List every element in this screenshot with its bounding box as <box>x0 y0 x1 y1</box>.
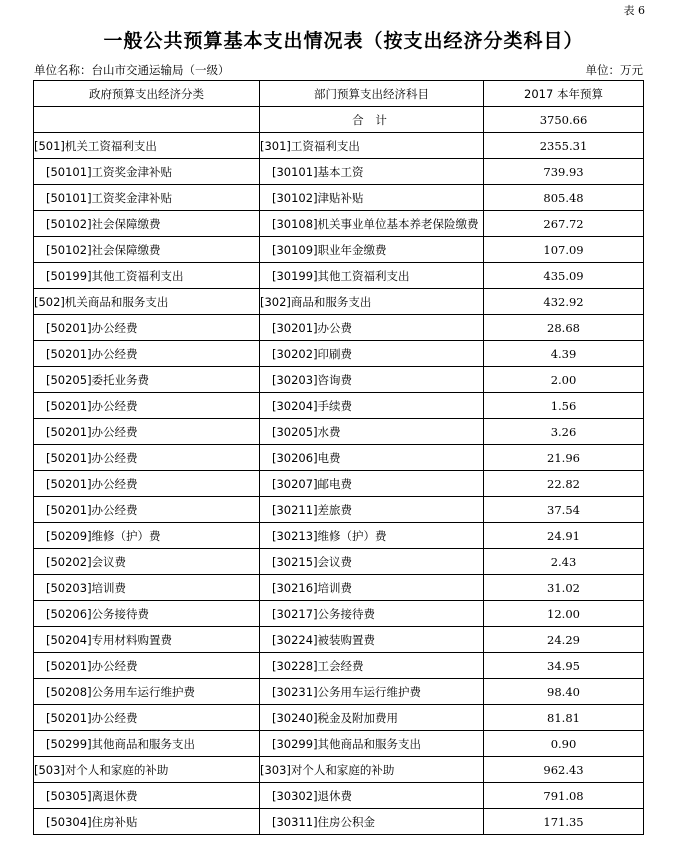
table-row <box>34 549 644 575</box>
budget-amount-cell: 171.35 <box>484 809 644 835</box>
budget-amount-cell: 2355.31 <box>484 133 644 159</box>
budget-amount-cell: 37.54 <box>484 497 644 523</box>
header-dept-classification: 部门预算支出经济科目 <box>260 81 484 107</box>
table-number: 表 6 <box>623 4 645 17</box>
budget-amount-cell: 81.81 <box>484 705 644 731</box>
table-row <box>34 211 644 237</box>
table-row <box>34 731 644 757</box>
gov-class-cell: [50102]社会保障缴费 <box>34 211 260 237</box>
gov-class-cell: [50199]其他工资福利支出 <box>34 263 260 289</box>
gov-class-cell: [501]机关工资福利支出 <box>34 133 260 159</box>
gov-class-cell: [50201]办公经费 <box>34 419 260 445</box>
budget-amount-cell: 2.00 <box>484 367 644 393</box>
table-row <box>34 471 644 497</box>
budget-amount-cell: 2.43 <box>484 549 644 575</box>
table-row <box>34 445 644 471</box>
gov-class-cell: [50205]委托业务费 <box>34 367 260 393</box>
unit-label: 单位：万元 <box>585 63 643 77</box>
gov-class-cell: [50201]办公经费 <box>34 341 260 367</box>
budget-amount-cell: 98.40 <box>484 679 644 705</box>
table-row <box>34 367 644 393</box>
header-row <box>34 81 644 107</box>
dept-class-cell: [30206]电费 <box>260 445 484 471</box>
budget-amount-cell: 4.39 <box>484 341 644 367</box>
header-budget-amount: 2017 本年预算 <box>484 81 644 107</box>
total-empty-cell <box>34 107 260 133</box>
gov-class-cell: [50201]办公经费 <box>34 471 260 497</box>
unit-name: 单位名称：台山市交通运输局（一级） <box>34 63 230 77</box>
table-row <box>34 601 644 627</box>
budget-amount-cell: 0.90 <box>484 731 644 757</box>
table-row <box>34 237 644 263</box>
dept-class-cell: [30213]维修（护）费 <box>260 523 484 549</box>
budget-amount-cell: 805.48 <box>484 185 644 211</box>
budget-amount-cell: 3.26 <box>484 419 644 445</box>
budget-amount-cell: 432.92 <box>484 289 644 315</box>
table-row <box>34 419 644 445</box>
budget-amount-cell: 1.56 <box>484 393 644 419</box>
table-row <box>34 653 644 679</box>
gov-class-cell: [50305]离退休费 <box>34 783 260 809</box>
dept-class-cell: [30231]公务用车运行维护费 <box>260 679 484 705</box>
dept-class-cell: [30201]办公费 <box>260 315 484 341</box>
dept-class-cell: [30101]基本工资 <box>260 159 484 185</box>
dept-class-cell: [30228]工会经费 <box>260 653 484 679</box>
budget-amount-cell: 24.29 <box>484 627 644 653</box>
table-row <box>34 341 644 367</box>
table-row <box>34 809 644 835</box>
gov-class-cell: [50204]专用材料购置费 <box>34 627 260 653</box>
gov-class-cell: [50102]社会保障缴费 <box>34 237 260 263</box>
gov-class-cell: [50202]会议费 <box>34 549 260 575</box>
header-gov-classification: 政府预算支出经济分类 <box>34 81 260 107</box>
dept-class-cell: [30202]印刷费 <box>260 341 484 367</box>
dept-class-cell: [303]对个人和家庭的补助 <box>260 757 484 783</box>
dept-class-cell: [302]商品和服务支出 <box>260 289 484 315</box>
dept-class-cell: [30299]其他商品和服务支出 <box>260 731 484 757</box>
gov-class-cell: [503]对个人和家庭的补助 <box>34 757 260 783</box>
dept-class-cell: [30224]被装购置费 <box>260 627 484 653</box>
total-row <box>34 107 644 133</box>
dept-class-cell: [30311]住房公积金 <box>260 809 484 835</box>
dept-class-cell: [30102]津贴补贴 <box>260 185 484 211</box>
total-amount: 3750.66 <box>484 107 644 133</box>
table-row <box>34 783 644 809</box>
table-row <box>34 679 644 705</box>
dept-class-cell: [30217]公务接待费 <box>260 601 484 627</box>
gov-class-cell: [50101]工资奖金津补贴 <box>34 159 260 185</box>
budget-amount-cell: 31.02 <box>484 575 644 601</box>
budget-amount-cell: 21.96 <box>484 445 644 471</box>
table-row <box>34 705 644 731</box>
dept-class-cell: [30216]培训费 <box>260 575 484 601</box>
budget-amount-cell: 739.93 <box>484 159 644 185</box>
budget-amount-cell: 24.91 <box>484 523 644 549</box>
budget-amount-cell: 435.09 <box>484 263 644 289</box>
gov-class-cell: [50209]维修（护）费 <box>34 523 260 549</box>
table-row <box>34 497 644 523</box>
table-row <box>34 393 644 419</box>
budget-amount-cell: 28.68 <box>484 315 644 341</box>
gov-class-cell: [50206]公务接待费 <box>34 601 260 627</box>
page-title: 一般公共预算基本支出情况表（按支出经济分类科目） <box>103 30 584 52</box>
dept-class-cell: [30205]水费 <box>260 419 484 445</box>
budget-amount-cell: 34.95 <box>484 653 644 679</box>
table-row <box>34 185 644 211</box>
budget-amount-cell: 962.43 <box>484 757 644 783</box>
dept-class-cell: [301]工资福利支出 <box>260 133 484 159</box>
dept-class-cell: [30199]其他工资福利支出 <box>260 263 484 289</box>
dept-class-cell: [30204]手续费 <box>260 393 484 419</box>
gov-class-cell: [50101]工资奖金津补贴 <box>34 185 260 211</box>
table-row <box>34 289 644 315</box>
total-label: 合 计 <box>260 107 484 133</box>
gov-class-cell: [50304]住房补贴 <box>34 809 260 835</box>
gov-class-cell: [50201]办公经费 <box>34 315 260 341</box>
table-row <box>34 523 644 549</box>
table-row <box>34 263 644 289</box>
dept-class-cell: [30108]机关事业单位基本养老保险缴费 <box>260 211 484 237</box>
table-row <box>34 133 644 159</box>
budget-amount-cell: 12.00 <box>484 601 644 627</box>
dept-class-cell: [30240]税金及附加费用 <box>260 705 484 731</box>
table-row <box>34 315 644 341</box>
dept-class-cell: [30211]差旅费 <box>260 497 484 523</box>
table-row <box>34 757 644 783</box>
table-row <box>34 159 644 185</box>
gov-class-cell: [50201]办公经费 <box>34 705 260 731</box>
table-row <box>34 575 644 601</box>
budget-amount-cell: 267.72 <box>484 211 644 237</box>
dept-class-cell: [30109]职业年金缴费 <box>260 237 484 263</box>
table-row <box>34 627 644 653</box>
budget-table <box>33 80 644 835</box>
gov-class-cell: [50299]其他商品和服务支出 <box>34 731 260 757</box>
gov-class-cell: [50208]公务用车运行维护费 <box>34 679 260 705</box>
dept-class-cell: [30215]会议费 <box>260 549 484 575</box>
gov-class-cell: [502]机关商品和服务支出 <box>34 289 260 315</box>
dept-class-cell: [30203]咨询费 <box>260 367 484 393</box>
gov-class-cell: [50201]办公经费 <box>34 445 260 471</box>
gov-class-cell: [50201]办公经费 <box>34 393 260 419</box>
budget-amount-cell: 791.08 <box>484 783 644 809</box>
gov-class-cell: [50203]培训费 <box>34 575 260 601</box>
budget-amount-cell: 22.82 <box>484 471 644 497</box>
dept-class-cell: [30302]退休费 <box>260 783 484 809</box>
gov-class-cell: [50201]办公经费 <box>34 497 260 523</box>
dept-class-cell: [30207]邮电费 <box>260 471 484 497</box>
budget-amount-cell: 107.09 <box>484 237 644 263</box>
gov-class-cell: [50201]办公经费 <box>34 653 260 679</box>
